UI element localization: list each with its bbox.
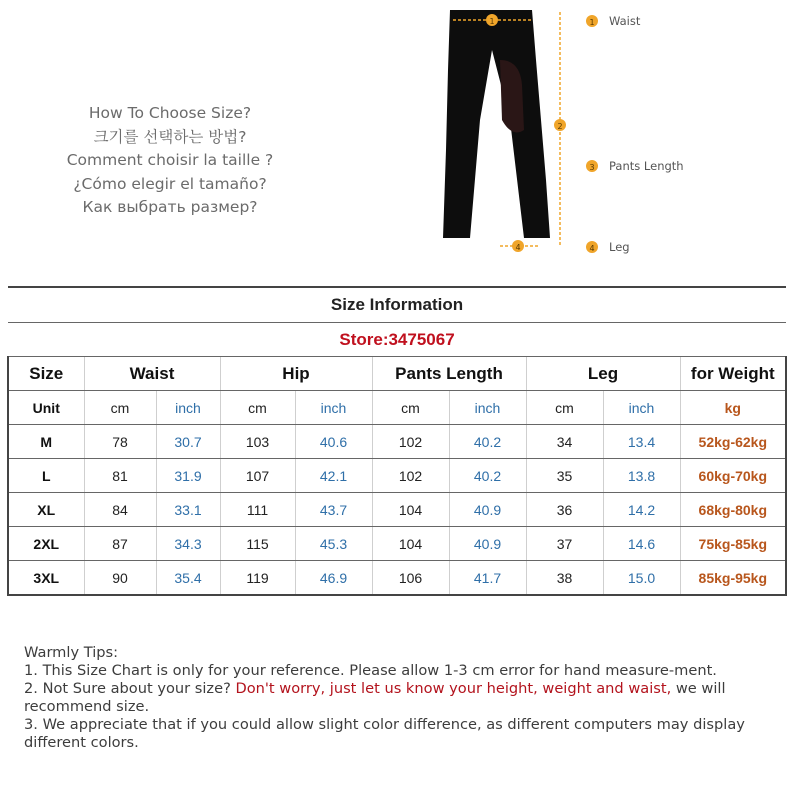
cell-weight: 52kg-62kg bbox=[680, 425, 786, 459]
unit-inch: inch bbox=[449, 391, 526, 425]
table-row bbox=[8, 425, 786, 459]
header-waist: Waist bbox=[84, 357, 220, 391]
cell-length-cm: 106 bbox=[372, 561, 449, 596]
cell-leg-cm: 34 bbox=[526, 425, 603, 459]
how-to-es: ¿Cómo elegir el tamaño? bbox=[73, 174, 267, 193]
marker-4-number: 4 bbox=[515, 243, 521, 252]
cell-hip-cm: 119 bbox=[220, 561, 295, 596]
how-to-ru: Как выбрать размер? bbox=[82, 198, 258, 216]
legend-marker-1-number: 1 bbox=[589, 18, 595, 27]
header-pants-length: Pants Length bbox=[372, 357, 526, 391]
marker-2-number: 2 bbox=[557, 122, 563, 131]
cell-waist-inch: 35.4 bbox=[156, 561, 220, 596]
unit-kg: kg bbox=[680, 391, 786, 425]
cell-waist-inch: 30.7 bbox=[156, 425, 220, 459]
cell-length-cm: 104 bbox=[372, 527, 449, 561]
cell-length-inch: 40.9 bbox=[449, 527, 526, 561]
cell-leg-inch: 15.0 bbox=[603, 561, 680, 596]
tip-2-highlight: Don't worry, just let us know your height, weight and waist, bbox=[235, 680, 672, 697]
store-id: Store:3475067 bbox=[8, 323, 786, 357]
unit-row bbox=[8, 391, 786, 425]
header-row bbox=[8, 357, 786, 391]
cell-leg-cm: 37 bbox=[526, 527, 603, 561]
cell-hip-cm: 115 bbox=[220, 527, 295, 561]
cell-waist-cm: 90 bbox=[84, 561, 156, 596]
unit-cm: cm bbox=[84, 391, 156, 425]
tip-2-end: we will recommend size. bbox=[24, 680, 726, 715]
cell-hip-cm: 107 bbox=[220, 459, 295, 493]
unit-cm: cm bbox=[526, 391, 603, 425]
table-row bbox=[8, 493, 786, 527]
cell-length-cm: 104 bbox=[372, 493, 449, 527]
leg-label: Leg bbox=[609, 240, 630, 254]
size-table bbox=[7, 286, 787, 596]
how-to-choose-size bbox=[40, 102, 300, 220]
tip-3: 3. We appreciate that if you could allow slight color difference, as different computers may display different colors. bbox=[24, 716, 745, 751]
pants-length-label: Pants Length bbox=[609, 159, 684, 173]
table-row bbox=[8, 459, 786, 493]
size-information-title: Size Information bbox=[8, 287, 786, 323]
cell-waist-inch: 31.9 bbox=[156, 459, 220, 493]
pants-diagram bbox=[420, 0, 800, 270]
tip-2-start: 2. Not Sure about your size? bbox=[24, 680, 236, 697]
cell-weight: 85kg-95kg bbox=[680, 561, 786, 596]
cell-hip-inch: 43.7 bbox=[295, 493, 372, 527]
cell-length-cm: 102 bbox=[372, 425, 449, 459]
cell-waist-cm: 81 bbox=[84, 459, 156, 493]
cell-size: 2XL bbox=[8, 527, 84, 561]
tip-1: 1. This Size Chart is only for your reference. Please allow 1-3 cm error for hand measure-ment. bbox=[24, 662, 717, 679]
unit-inch: inch bbox=[603, 391, 680, 425]
cell-leg-cm: 38 bbox=[526, 561, 603, 596]
cell-waist-inch: 33.1 bbox=[156, 493, 220, 527]
how-to-en: How To Choose Size? bbox=[88, 104, 252, 122]
tip-2 bbox=[24, 680, 776, 716]
cell-waist-cm: 87 bbox=[84, 527, 156, 561]
waist-label: Waist bbox=[609, 14, 641, 28]
header-leg: Leg bbox=[526, 357, 680, 391]
cell-length-inch: 40.2 bbox=[449, 459, 526, 493]
table-row bbox=[8, 527, 786, 561]
warmly-tips bbox=[24, 644, 776, 752]
how-to-ko: 크기를 선택하는 방법? bbox=[93, 127, 247, 146]
cell-hip-inch: 40.6 bbox=[295, 425, 372, 459]
header-for-weight: for Weight bbox=[680, 357, 786, 391]
cell-weight: 75kg-85kg bbox=[680, 527, 786, 561]
cell-hip-inch: 45.3 bbox=[295, 527, 372, 561]
legend-marker-3-number: 3 bbox=[589, 163, 595, 172]
cell-length-inch: 40.9 bbox=[449, 493, 526, 527]
cell-length-cm: 102 bbox=[372, 459, 449, 493]
legend-marker-4-number: 4 bbox=[589, 244, 595, 253]
cell-hip-inch: 46.9 bbox=[295, 561, 372, 596]
header-hip: Hip bbox=[220, 357, 372, 391]
cell-size: M bbox=[8, 425, 84, 459]
unit-cm: cm bbox=[220, 391, 295, 425]
cell-size: L bbox=[8, 459, 84, 493]
marker-1-number: 1 bbox=[489, 17, 495, 26]
table-row bbox=[8, 561, 786, 596]
unit-cm: cm bbox=[372, 391, 449, 425]
cell-leg-inch: 14.6 bbox=[603, 527, 680, 561]
unit-inch: inch bbox=[156, 391, 220, 425]
cell-hip-inch: 42.1 bbox=[295, 459, 372, 493]
cell-leg-inch: 14.2 bbox=[603, 493, 680, 527]
cell-length-inch: 40.2 bbox=[449, 425, 526, 459]
unit-inch: inch bbox=[295, 391, 372, 425]
header-size: Size bbox=[8, 357, 84, 391]
cell-weight: 60kg-70kg bbox=[680, 459, 786, 493]
cell-length-inch: 41.7 bbox=[449, 561, 526, 596]
cell-waist-inch: 34.3 bbox=[156, 527, 220, 561]
cell-hip-cm: 111 bbox=[220, 493, 295, 527]
how-to-fr: Comment choisir la taille ? bbox=[66, 151, 274, 169]
cell-waist-cm: 78 bbox=[84, 425, 156, 459]
cell-leg-cm: 36 bbox=[526, 493, 603, 527]
tips-title: Warmly Tips: bbox=[24, 644, 119, 661]
cell-weight: 68kg-80kg bbox=[680, 493, 786, 527]
cell-waist-cm: 84 bbox=[84, 493, 156, 527]
pants-illustration bbox=[420, 0, 800, 270]
cell-hip-cm: 103 bbox=[220, 425, 295, 459]
unit-label: Unit bbox=[8, 391, 84, 425]
cell-leg-cm: 35 bbox=[526, 459, 603, 493]
cell-leg-inch: 13.8 bbox=[603, 459, 680, 493]
pants-icon bbox=[443, 10, 550, 238]
cell-leg-inch: 13.4 bbox=[603, 425, 680, 459]
cell-size: 3XL bbox=[8, 561, 84, 596]
cell-size: XL bbox=[8, 493, 84, 527]
